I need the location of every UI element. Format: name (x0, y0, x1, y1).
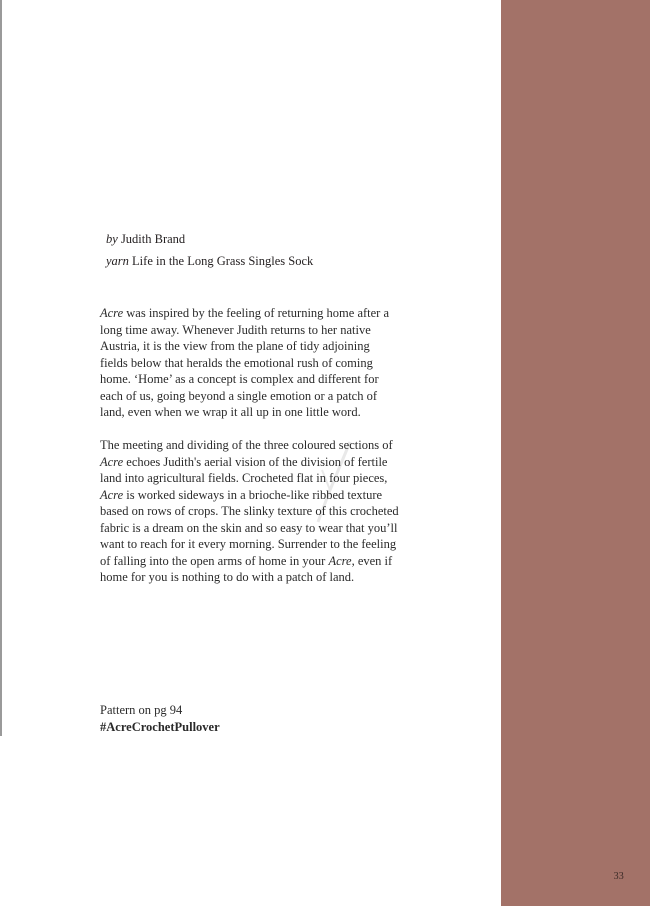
paragraph-text: is worked sideways in a brioche-like ribbed texture based on rows of crops. The slinky texture of this crocheted fabric is a dream on the skin and so easy to wear that you’ll want to reach for it every morning. Surrender to the feeling of falling into the open arms of home in your (100, 487, 399, 568)
pattern-credits (106, 228, 313, 272)
title-italic: Acre (100, 454, 124, 469)
yarn-credit (106, 250, 313, 272)
paragraph-text: was inspired by the feeling of returning home after a long time away. Whenever Judith returns to her native Austria, it is the view from the plane of tidy adjoining fields below that heralds the emotional rush of coming home. ‘Home’ as a concept is complex and different for each of us, going beyond a single emotion or a patch of land, even when we wrap it all up in one little word. (100, 306, 390, 419)
title-italic: Acre (328, 553, 352, 568)
article-body (100, 305, 400, 602)
paragraph-text: The meeting and dividing of the three coloured sections of (100, 438, 393, 452)
designer-label: by (106, 232, 118, 246)
title-italic: Acre (100, 487, 124, 502)
title-italic: Acre (100, 306, 124, 320)
yarn-name: Life in the Long Grass Singles Sock (132, 254, 314, 268)
article-paragraph-2 (100, 437, 400, 586)
article-paragraph-1 (100, 305, 400, 421)
page-edge-border (0, 0, 2, 736)
pattern-page-reference: Pattern on pg 94 (100, 703, 183, 717)
designer-name: Judith Brand (120, 232, 186, 246)
color-side-panel (501, 0, 650, 906)
yarn-label: yarn (106, 254, 129, 268)
paragraph-text: , even if home for you is nothing to do with a patch of land. (100, 553, 393, 584)
pattern-hashtag: #AcreCrochetPullover (100, 720, 220, 734)
paragraph-text: echoes Judith's aerial vision of the division of fertile land into agricultural fields. Crocheted flat in four pieces, (100, 454, 388, 485)
pattern-footer (100, 702, 220, 736)
designer-credit (106, 228, 313, 250)
page-number: 33 (613, 871, 624, 882)
